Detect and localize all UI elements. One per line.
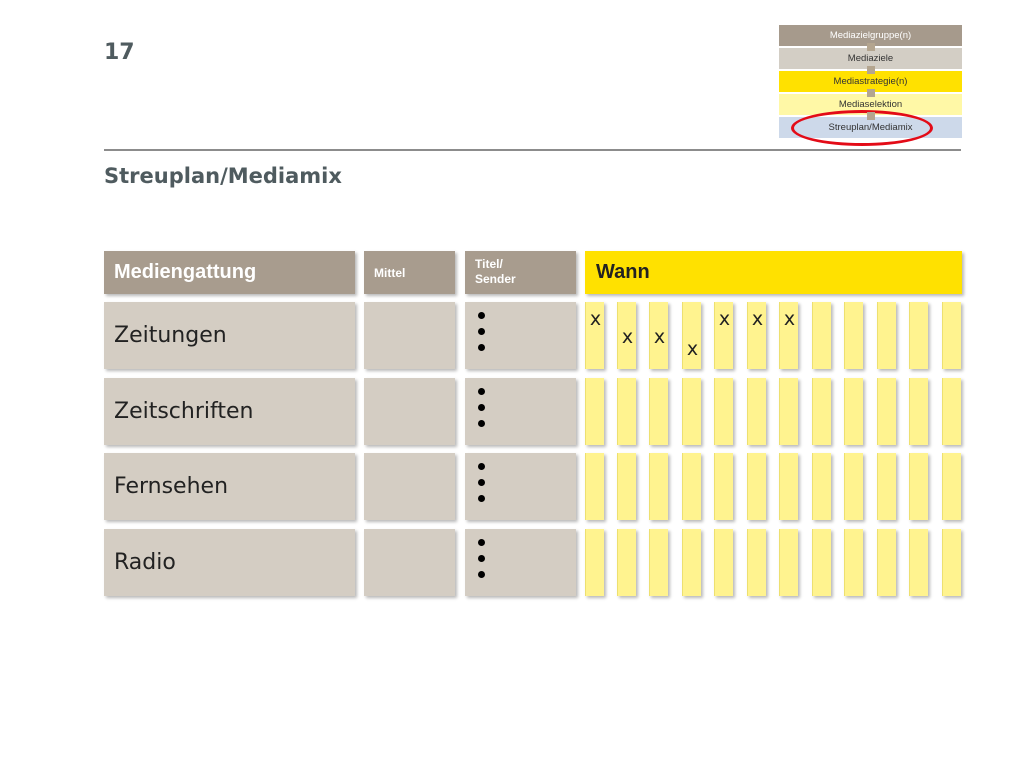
ellipsis-dot-icon [478,555,485,562]
time-slot-cell [649,302,668,369]
ellipsis-dot-icon [478,388,485,395]
time-slot-cell [682,529,701,596]
time-slot-cell [779,453,798,520]
connector-arrow-icon [867,112,875,120]
time-slot-cell [617,302,636,369]
time-slot-cell [617,453,636,520]
header-mittel: Mittel [364,251,455,294]
time-slot-cell [779,378,798,445]
ellipsis-dot-icon [478,344,485,351]
time-slot-cell [617,529,636,596]
time-slot-cell [942,302,961,369]
time-slot-cell [682,378,701,445]
time-slot-cell [877,378,896,445]
time-slot-cell [714,529,733,596]
process-step-label: Streuplan/Mediamix [828,122,913,133]
time-slot-cell [779,529,798,596]
ellipsis-dot-icon [478,479,485,486]
time-slot-cell [779,302,798,369]
time-slot-cell [649,529,668,596]
time-slot-cell [909,453,928,520]
page-title: Streuplan/Mediamix [104,164,342,188]
time-slot-cell [877,302,896,369]
time-slot-cell [585,453,604,520]
ellipsis-dot-icon [478,495,485,502]
process-step-mediastrategie [779,71,962,92]
schedule-mark: x [589,308,602,330]
connector-arrow-icon [867,43,875,51]
header-titel-sender: Titel/ Sender [465,251,576,294]
process-step-label: Mediazielgruppe(n) [829,30,912,41]
process-step-mediazielgruppe [779,25,962,46]
media-type-cell: Fernsehen [104,453,355,520]
ellipsis-dot-icon [478,463,485,470]
time-slot-cell [585,529,604,596]
schedule-mark: x [718,308,731,330]
schedule-mark: x [621,326,634,348]
time-slot-cell [747,529,766,596]
ellipsis-dot-icon [478,404,485,411]
mittel-cell [364,302,455,369]
time-slot-cell [909,529,928,596]
connector-arrow-icon [867,66,875,74]
title-divider [104,149,961,151]
media-type-cell: Zeitschriften [104,378,355,445]
time-slot-cell [844,302,863,369]
ellipsis-dot-icon [478,420,485,427]
media-type-cell: Radio [104,529,355,596]
time-slot-cell [714,378,733,445]
time-slot-cell [812,302,831,369]
time-slot-cell [844,378,863,445]
time-slot-cell [714,302,733,369]
time-slot-cell [942,378,961,445]
ellipsis-dot-icon [478,571,485,578]
time-slot-cell [909,302,928,369]
slide-number: 17 [104,40,135,65]
header-wann: Wann [585,251,962,294]
ellipsis-dot-icon [478,328,485,335]
mittel-cell [364,378,455,445]
time-slot-cell [844,529,863,596]
time-slot-cell [682,453,701,520]
time-slot-cell [747,302,766,369]
time-slot-cell [617,378,636,445]
schedule-mark: x [751,308,764,330]
process-step-mediaziele [779,48,962,69]
time-slot-cell [649,378,668,445]
time-slot-cell [877,529,896,596]
titel-cell [465,302,576,369]
mittel-cell [364,453,455,520]
schedule-mark: x [653,326,666,348]
time-slot-cell [877,453,896,520]
time-slot-cell [747,453,766,520]
titel-cell [465,529,576,596]
titel-cell [465,378,576,445]
time-slot-cell [942,453,961,520]
time-slot-cell [585,378,604,445]
time-slot-cell [747,378,766,445]
time-slot-cell [812,378,831,445]
titel-cell [465,453,576,520]
time-slot-cell [909,378,928,445]
ellipsis-dot-icon [478,539,485,546]
time-slot-cell [844,453,863,520]
time-slot-cell [649,453,668,520]
schedule-mark: x [783,308,796,330]
header-mediengattung: Mediengattung [104,251,355,294]
time-slot-cell [812,529,831,596]
ellipsis-dot-icon [478,312,485,319]
process-step-label: Mediastrategie(n) [833,76,908,87]
time-slot-cell [682,302,701,369]
process-step-mediaselektion [779,94,962,115]
mittel-cell [364,529,455,596]
time-slot-cell [812,453,831,520]
time-slot-cell [714,453,733,520]
schedule-mark: x [686,338,699,360]
connector-arrow-icon [867,89,875,97]
process-step-label: Mediaziele [847,53,894,64]
time-slot-cell [942,529,961,596]
process-step-label: Mediaselektion [838,99,903,110]
time-slot-cell [585,302,604,369]
media-type-cell: Zeitungen [104,302,355,369]
